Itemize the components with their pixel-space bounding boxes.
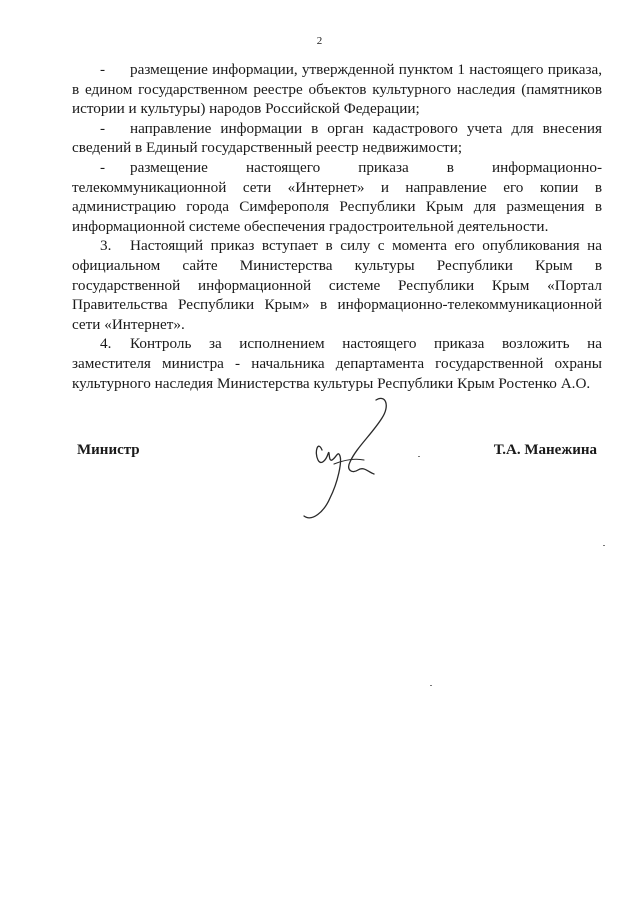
scan-speck	[430, 685, 432, 686]
page-number: 2	[316, 35, 323, 47]
paragraph-text: направление информации в орган кадастрового учета для внесения сведений в Единый государственный реестр недвижимости;	[72, 119, 602, 157]
paragraph-bullet-2	[72, 119, 602, 158]
paragraph-marker: -	[100, 158, 106, 176]
signatory-title: Министр	[77, 442, 140, 458]
paragraph-bullet-1	[72, 60, 602, 119]
signatory-name: Т.А. Манежина	[493, 442, 597, 458]
paragraph-bullet-3	[72, 158, 602, 236]
document-body	[72, 60, 602, 393]
paragraph-text: размещение информации, утвержденной пунктом 1 настоящего приказа, в едином государственном реестре объектов культурного наследия (памятников истории и культуры) народов Российской Федерации;	[72, 61, 602, 118]
paragraph-text: размещение настоящего приказа в информационно-телекоммуникационной сети «Интернет» и направление его копии в администрацию города Симферополя Республики Крым для размещения в информационной системе обеспечения градостроительной деятельности.	[72, 158, 602, 235]
paragraph-marker: 3.	[100, 237, 112, 255]
scan-speck	[603, 545, 605, 546]
scan-speck	[418, 456, 420, 457]
paragraph-item-3	[72, 236, 602, 334]
paragraph-marker: -	[100, 119, 106, 137]
handwritten-signature	[290, 390, 400, 530]
paragraph-item-4	[72, 334, 602, 393]
paragraph-text: Настоящий приказ вступает в силу с момента его опубликования на официальном сайте Министерства культуры Республики Крым в государственной информационной системе Республики Крым «Портал Правительства Республики Крым» в информационно-телекоммуникационной сети «Интернет».	[72, 237, 602, 333]
paragraph-marker: 4.	[100, 335, 112, 353]
paragraph-marker: -	[100, 61, 106, 78]
paragraph-text: Контроль за исполнением настоящего приказа возложить на заместителя министра - начальника департамента государственной охраны культурного наследия Министерства культуры Республики Крым Ростенко А.О.	[72, 335, 602, 392]
